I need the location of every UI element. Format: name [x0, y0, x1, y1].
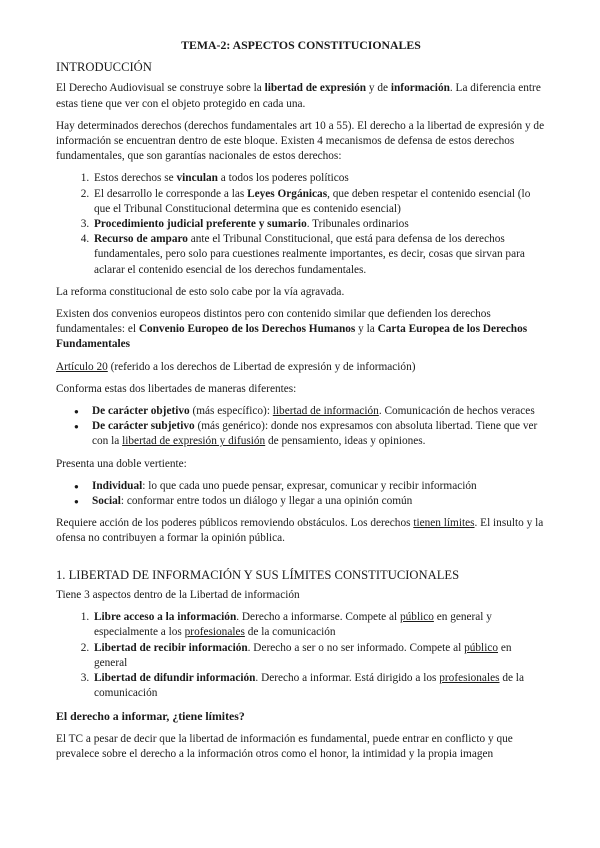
- intro-paragraph-3: La reforma constitucional de esto solo cabe por la vía agravada.: [56, 285, 345, 298]
- intro-paragraph-2: Hay determinados derechos (derechos fundamentales art 10 a 55). El derecho a la libertad de expresión y de información se encuentran dentro de este bloque. Existen 4 mecanismos de defensa de estos derechos fundamentales, que son garantías nacionales de estos derechos:: [56, 119, 545, 163]
- intro-paragraph-7: Presenta una doble vertiente:: [56, 457, 187, 470]
- section-1-paragraph-1: Tiene 3 aspectos dentro de la Libertad de información: [56, 588, 300, 601]
- list-item: 1. Libre acceso a la información. Derecho a informarse. Compete al público en general y especialmente a los profesionales de la comunicación: [92, 610, 546, 640]
- intro-paragraph-4: Existen dos convenios europeos distintos pero con contenido similar que defienden los derechos fundamentales: el Convenio Europeo de los Derechos Humanos y la Carta Europea de los Derechos Fundamentales: [56, 308, 528, 351]
- document-title: TEMA-2: ASPECTOS CONSTITUCIONALES: [181, 38, 421, 52]
- list-item: 3. Libertad de difundir información. Derecho a informar. Está dirigido a los profesionales de la comunicación: [92, 671, 546, 701]
- section-1-paragraph-2: El TC a pesar de decir que la libertad de información es fundamental, puede entrar en conflicto y que prevalece sobre el derecho a la información otros como el honor, la intimidad y la propia imagen: [56, 732, 513, 760]
- intro-heading: INTRODUCCIÓN: [56, 60, 152, 75]
- list-item: 4. Recurso de amparo ante el Tribunal Constitucional, que está para defensa de los derechos fundamentales, pero solo para cuestiones realmente importantes, es decir, cosas que sirvan para aclarar el contenido esencial de los derechos fundamentales.: [92, 232, 546, 278]
- document-page: [56, 38, 546, 769]
- intro-paragraph-1: El Derecho Audiovisual se construye sobre la libertad de expresión y de información. La diferencia entre estas tiene que ver con el objeto protegido en cada una.: [56, 82, 541, 110]
- section-1-heading: 1. LIBERTAD DE INFORMACIÓN Y SUS LÍMITES CONSTITUCIONALES: [56, 567, 460, 582]
- list-item: ● De carácter subjetivo (más genérico): donde nos expresamos con absoluta libertad. Tiene que ver con la libertad de expresión y difusión de pensamiento, ideas y opiniones.: [92, 419, 546, 449]
- list-item: 2. Libertad de recibir información. Derecho a ser o no ser informado. Compete al público en general: [92, 641, 546, 671]
- list-item: ● Individual: lo que cada uno puede pensar, expresar, comunicar y recibir información: [92, 479, 546, 494]
- information-aspects-list: [56, 610, 546, 701]
- list-item: 1. Estos derechos se vinculan a todos los poderes políticos: [92, 171, 546, 186]
- intro-paragraph-5: Artículo 20 (referido a los derechos de Libertad de expresión y de información): [56, 360, 416, 373]
- intro-paragraph-8: Requiere acción de los poderes públicos removiendo obstáculos. Los derechos tienen límites. El insulto y la ofensa no contribuyen a formar la opinión pública.: [56, 517, 544, 545]
- freedoms-list: [56, 404, 546, 450]
- intro-paragraph-6: Conforma estas dos libertades de maneras diferentes:: [56, 382, 297, 395]
- list-item: ● Social: conformar entre todos un diálogo y llegar a una opinión común: [92, 494, 546, 509]
- list-item: ● De carácter objetivo (más específico): libertad de información. Comunicación de hechos veraces: [92, 404, 546, 419]
- limits-question-heading: El derecho a informar, ¿tiene límites?: [56, 709, 245, 724]
- list-item: 3. Procedimiento judicial preferente y sumario. Tribunales ordinarios: [92, 217, 546, 232]
- list-item: 2. El desarrollo le corresponde a las Leyes Orgánicas, que deben respetar el contenido esencial (lo que el Tribunal Constitucional determina que es contenido esencial): [92, 187, 546, 217]
- aspects-list: [56, 479, 546, 509]
- mechanisms-list: [56, 171, 546, 277]
